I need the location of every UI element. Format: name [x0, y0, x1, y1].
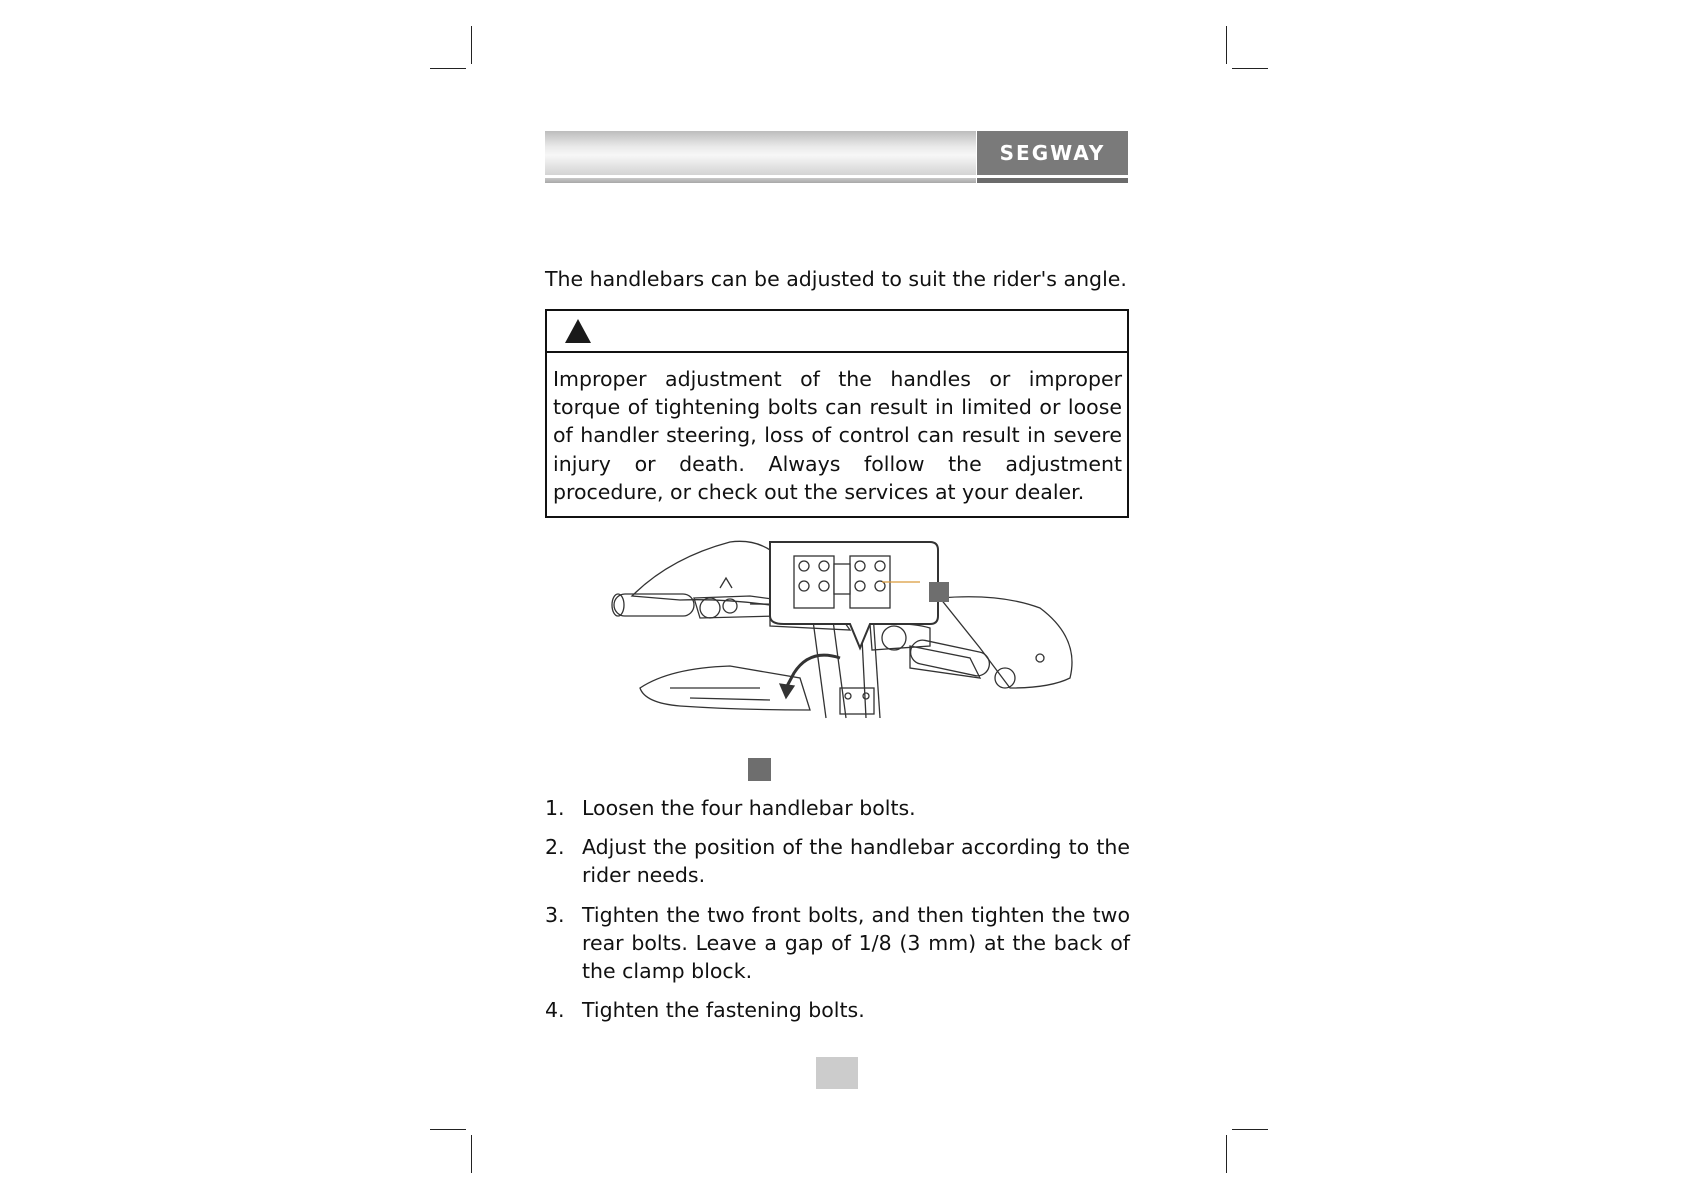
- step-text: Tighten the two front bolts, and then tighten the two rear bolts. Leave a gap of 1/8 (3 mm) at the back of the clamp block.: [582, 902, 1130, 984]
- step-item: [545, 833, 1130, 889]
- callout-marker-inset: [929, 582, 949, 602]
- brand-wordmark: SEGWAY: [999, 141, 1106, 165]
- procedure-steps: [545, 794, 1130, 1035]
- step-number: 3.: [545, 902, 565, 927]
- crop-mark: [1232, 1129, 1268, 1130]
- step-item: [545, 996, 1130, 1024]
- warning-box: [545, 309, 1129, 518]
- step-number: 1.: [545, 796, 565, 820]
- crop-mark: [1232, 68, 1268, 69]
- crop-mark: [1226, 26, 1227, 64]
- intro-paragraph: The handlebars can be adjusted to suit the rider's angle.: [545, 267, 1127, 291]
- step-item: [545, 794, 1130, 822]
- warning-triangle-icon: [564, 318, 592, 344]
- page-number-box: [816, 1057, 858, 1089]
- step-text: Loosen the four handlebar bolts.: [582, 796, 916, 820]
- crop-mark: [471, 26, 472, 64]
- handlebar-clamp-illustration: [610, 538, 1080, 744]
- crop-mark: [430, 1129, 466, 1130]
- warning-header: [547, 311, 1127, 353]
- step-number: 4.: [545, 998, 565, 1023]
- header-rule: [545, 178, 976, 183]
- crop-mark: [1226, 1135, 1227, 1173]
- crop-mark: [471, 1135, 472, 1173]
- brand-rule: [977, 178, 1128, 183]
- warning-text: Improper adjustment of the handles or improper torque of tightening bolts can result in limited or loose of handler steering, loss of control can result in severe injury or death. Always follow the adjustment procedure, or check out the services at your dealer.: [553, 367, 1122, 504]
- callout-marker-clamp: [748, 758, 771, 781]
- step-item: [545, 901, 1130, 986]
- header-band: [545, 131, 976, 175]
- brand-logo: [977, 131, 1128, 175]
- step-text: Adjust the position of the handlebar according to the rider needs.: [582, 835, 1130, 888]
- step-number: 2.: [545, 835, 565, 860]
- step-text: Tighten the fastening bolts.: [582, 998, 865, 1023]
- crop-mark: [430, 68, 466, 69]
